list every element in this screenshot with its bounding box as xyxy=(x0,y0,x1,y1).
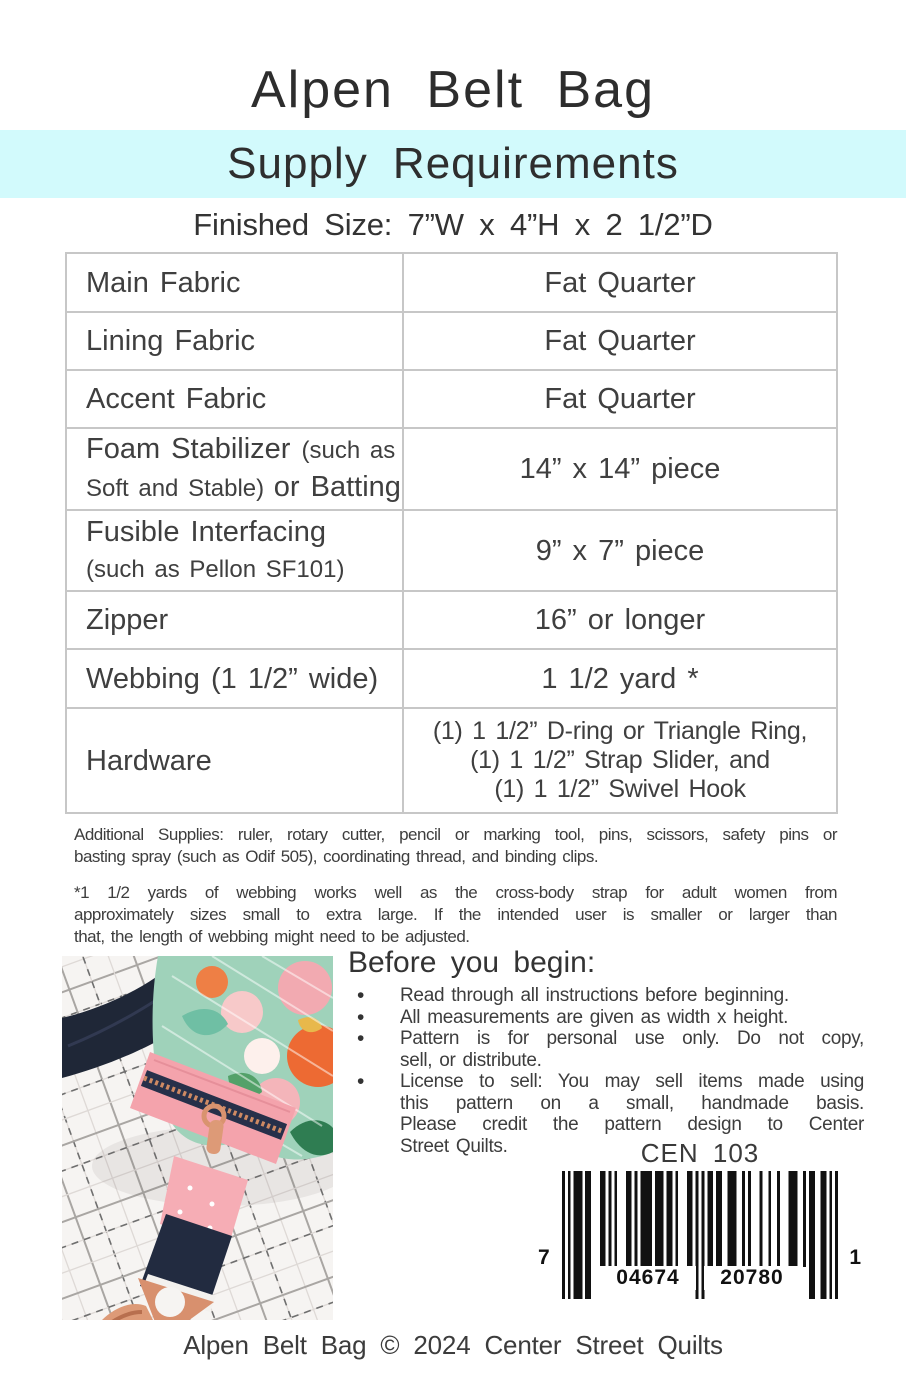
begin-bullet-item: • Read through all instructions before beginning. xyxy=(348,985,864,1007)
requirement-cell: Fat Quarter xyxy=(403,370,837,428)
page-title: Alpen Belt Bag xyxy=(250,61,656,119)
item-cell: Lining Fabric xyxy=(66,312,403,370)
footer-copyright: Alpen Belt Bag © 2024 Center Street Quilts xyxy=(183,1330,723,1360)
item-cell: Zipper xyxy=(66,591,403,649)
supply-table-body xyxy=(66,253,837,813)
barcode-left-digits: 04674 xyxy=(600,1266,696,1290)
pattern-code: CEN 103 xyxy=(640,1138,760,1168)
item-cell: Webbing (1 1/2” wide) xyxy=(66,649,403,708)
banner-label: Supply Requirements xyxy=(227,139,679,188)
before-you-begin-list xyxy=(348,985,864,1157)
supply-table-row xyxy=(66,708,837,813)
item-cell: Foam Stabilizer (such as Soft and Stable) or Batting xyxy=(66,428,403,510)
before-you-begin-title: Before you begin: xyxy=(348,946,596,979)
item-cell: Main Fabric xyxy=(66,253,403,312)
supply-table-row xyxy=(66,370,837,428)
requirement-cell: 16” or longer xyxy=(403,591,837,649)
barcode-right-digits: 20780 xyxy=(704,1266,800,1290)
barcode-check-digit: 1 xyxy=(849,1246,862,1269)
item-cell: Hardware xyxy=(66,708,403,813)
finished-size: Finished Size: 7”W x 4”H x 2 1/2”D xyxy=(193,207,713,242)
requirement-cell: (1) 1 1/2” D-ring or Triangle Ring, (1) 1 1/2” Strap Slider, and (1) 1 1/2” Swivel Hook xyxy=(403,708,837,813)
supply-table-row xyxy=(66,253,837,312)
begin-bullet-item: • Pattern is for personal use only. Do not copy, sell, or distribute. xyxy=(348,1028,864,1071)
supply-table-row xyxy=(66,510,837,591)
requirement-cell: Fat Quarter xyxy=(403,253,837,312)
supply-requirements-banner xyxy=(0,130,906,198)
supply-table-row xyxy=(66,312,837,370)
bag-photo xyxy=(62,956,333,1320)
requirement-cell: 14” x 14” piece xyxy=(403,428,837,510)
barcode-system-digit: 7 xyxy=(538,1246,551,1269)
begin-bullet-item: • All measurements are given as width x height. xyxy=(348,1007,864,1029)
begin-bullet-item: • License to sell: You may sell items made using this pattern on a small, handmade basis. Please credit the pattern design to Center Street Quilts. xyxy=(348,1071,864,1157)
additional-supplies-note: Additional Supplies: ruler, rotary cutter, pencil or marking tool, pins, scissors, safety pins or basting spray (such as Odif 505), coordinating thread, and binding clips. xyxy=(74,825,837,866)
supply-table-row xyxy=(66,649,837,708)
supply-table-row xyxy=(66,428,837,510)
requirement-cell: 1 1/2 yard * xyxy=(403,649,837,708)
before-you-begin-section xyxy=(348,946,864,1157)
requirement-cell: 9” x 7” piece xyxy=(403,510,837,591)
item-cell: Fusible Interfacing (such as Pellon SF101) xyxy=(66,510,403,591)
requirement-cell: Fat Quarter xyxy=(403,312,837,370)
barcode-block xyxy=(538,1138,862,1308)
item-cell: Accent Fabric xyxy=(66,370,403,428)
supply-table-row xyxy=(66,591,837,649)
supply-table xyxy=(65,252,838,814)
webbing-length-note: *1 1/2 yards of webbing works well as the cross-body strap for adult women from approximately sizes small to extra large. If the intended user is smaller or larger than that, the length of webbing might need to be adjusted. xyxy=(74,883,837,946)
